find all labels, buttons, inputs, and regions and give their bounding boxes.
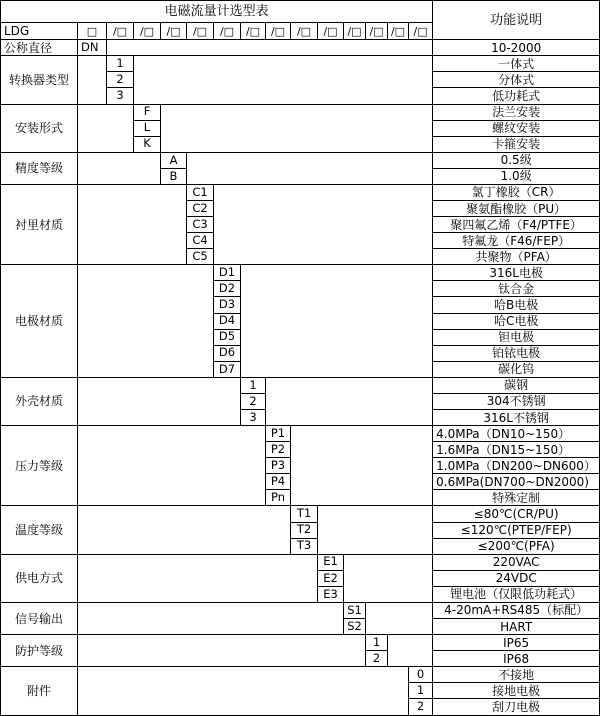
option-code: P1 bbox=[266, 426, 291, 442]
option-code: C1 bbox=[187, 184, 214, 200]
table-row bbox=[1, 56, 600, 72]
option-code: 2 bbox=[366, 651, 388, 667]
option-code: T1 bbox=[291, 506, 318, 522]
option-code: D7 bbox=[214, 361, 241, 377]
option-code: D1 bbox=[214, 265, 241, 281]
option-code: 2 bbox=[241, 393, 266, 409]
table-row bbox=[1, 265, 600, 281]
model-code-slot: /□ bbox=[241, 23, 266, 40]
option-desc: 哈B电极 bbox=[433, 297, 600, 313]
spacer-right bbox=[107, 40, 433, 56]
spacer-right bbox=[161, 104, 433, 152]
spacer-right bbox=[241, 265, 433, 378]
option-desc: 24VDC bbox=[433, 570, 600, 586]
option-desc: 钛合金 bbox=[433, 281, 600, 297]
option-desc: 聚氨酯橡胶（PU） bbox=[433, 200, 600, 216]
option-desc: 碳化钨 bbox=[433, 361, 600, 377]
option-code: T2 bbox=[291, 522, 318, 538]
option-code: P4 bbox=[266, 474, 291, 490]
table-row bbox=[1, 635, 600, 651]
option-desc: 聚四氟乙烯（F4/PTFE） bbox=[433, 217, 600, 233]
spacer-left bbox=[78, 635, 366, 667]
group-label: 公称直径 bbox=[1, 40, 78, 56]
group-label: 外壳材质 bbox=[1, 377, 78, 425]
group-label: 防护等级 bbox=[1, 635, 78, 667]
option-code: Pn bbox=[266, 490, 291, 506]
table-row bbox=[1, 184, 600, 200]
option-desc: 卡箍安装 bbox=[433, 136, 600, 152]
option-code: 0 bbox=[409, 667, 433, 683]
group-label: 转换器类型 bbox=[1, 56, 78, 104]
table-row bbox=[1, 40, 600, 56]
option-code: C4 bbox=[187, 233, 214, 249]
option-code: 1 bbox=[409, 683, 433, 699]
option-code: D3 bbox=[214, 297, 241, 313]
option-desc: 共聚物（PFA） bbox=[433, 249, 600, 265]
option-desc: 螺纹安装 bbox=[433, 120, 600, 136]
option-desc: 碳钢 bbox=[433, 377, 600, 393]
option-desc: ≤200℃(PFA) bbox=[433, 538, 600, 554]
option-code: B bbox=[161, 168, 187, 184]
option-desc: 0.6MPa(DN700~DN2000) bbox=[433, 474, 600, 490]
spacer-right bbox=[187, 152, 433, 184]
function-column-header: 功能说明 bbox=[433, 1, 600, 40]
model-code-slot: /□ bbox=[187, 23, 214, 40]
table-row bbox=[1, 152, 600, 168]
group-label: 附件 bbox=[1, 667, 78, 716]
option-code: E2 bbox=[318, 570, 344, 586]
option-desc: 220VAC bbox=[433, 554, 600, 570]
option-code: E3 bbox=[318, 586, 344, 602]
option-desc: 一体式 bbox=[433, 56, 600, 72]
spacer-right bbox=[388, 635, 433, 667]
table-row bbox=[1, 602, 600, 618]
table-row bbox=[1, 506, 600, 522]
model-code-slot: /□ bbox=[107, 23, 134, 40]
option-desc: 特氟龙（F46/FEP） bbox=[433, 233, 600, 249]
spacer-right bbox=[291, 426, 433, 506]
option-desc: 10-2000 bbox=[433, 40, 600, 56]
option-code: D2 bbox=[214, 281, 241, 297]
option-desc: 锂电池（仅限低功耗式） bbox=[433, 586, 600, 602]
model-code-slot: /□ bbox=[409, 23, 433, 40]
table-row bbox=[1, 377, 600, 393]
option-desc: 氯丁橡胶（CR） bbox=[433, 184, 600, 200]
option-desc: 不接地 bbox=[433, 667, 600, 683]
model-code-slot: /□ bbox=[214, 23, 241, 40]
option-desc: 低功耗式 bbox=[433, 88, 600, 104]
option-desc: 法兰安装 bbox=[433, 104, 600, 120]
option-desc: IP68 bbox=[433, 651, 600, 667]
option-desc: 哈C电极 bbox=[433, 313, 600, 329]
spacer-left bbox=[78, 602, 344, 634]
option-code: 3 bbox=[241, 410, 266, 426]
model-code-slot: /□ bbox=[344, 23, 366, 40]
group-label: 压力等级 bbox=[1, 426, 78, 506]
option-code: P2 bbox=[266, 442, 291, 458]
option-desc: 0.5级 bbox=[433, 152, 600, 168]
option-desc: 铂铱电极 bbox=[433, 345, 600, 361]
option-code: C3 bbox=[187, 217, 214, 233]
option-desc: 特殊定制 bbox=[433, 490, 600, 506]
option-desc: 1.0级 bbox=[433, 168, 600, 184]
option-code: 2 bbox=[107, 72, 134, 88]
model-prefix-label: LDG bbox=[1, 23, 78, 40]
option-code: DN bbox=[78, 40, 107, 56]
option-desc: 钽电极 bbox=[433, 329, 600, 345]
option-desc: 分体式 bbox=[433, 72, 600, 88]
spacer-left bbox=[78, 184, 187, 264]
spacer-right bbox=[134, 56, 433, 104]
option-desc: 316L电极 bbox=[433, 265, 600, 281]
model-code-slot: /□ bbox=[266, 23, 291, 40]
option-code: A bbox=[161, 152, 187, 168]
spacer-left bbox=[78, 426, 266, 506]
option-code: C5 bbox=[187, 249, 214, 265]
spacer-left bbox=[78, 265, 214, 378]
model-code-slot: /□ bbox=[291, 23, 318, 40]
option-desc: 4-20mA+RS485（标配） bbox=[433, 602, 600, 618]
option-code: D6 bbox=[214, 345, 241, 361]
option-code: 1 bbox=[107, 56, 134, 72]
option-code: P3 bbox=[266, 458, 291, 474]
option-code: C2 bbox=[187, 200, 214, 216]
option-desc: 316L不锈钢 bbox=[433, 410, 600, 426]
option-code: S1 bbox=[344, 602, 366, 618]
option-desc: 接地电极 bbox=[433, 683, 600, 699]
group-label: 精度等级 bbox=[1, 152, 78, 184]
spacer-right bbox=[366, 602, 433, 634]
spacer-left bbox=[78, 506, 291, 554]
option-code: L bbox=[134, 120, 161, 136]
spacer-left bbox=[78, 152, 161, 184]
spacer-left bbox=[78, 377, 241, 425]
model-code-slot: /□ bbox=[366, 23, 388, 40]
group-label: 供电方式 bbox=[1, 554, 78, 602]
spacer-right bbox=[266, 377, 433, 425]
option-code: D4 bbox=[214, 313, 241, 329]
option-code: S2 bbox=[344, 619, 366, 635]
group-label: 衬里材质 bbox=[1, 184, 78, 264]
table-row bbox=[1, 667, 600, 683]
spacer-left bbox=[78, 56, 107, 104]
option-code: 2 bbox=[409, 699, 433, 716]
option-desc: ≤120℃(PTEP/FEP) bbox=[433, 522, 600, 538]
model-code-slot: /□ bbox=[388, 23, 409, 40]
option-desc: 1.6MPa（DN15~150） bbox=[433, 442, 600, 458]
option-code: 3 bbox=[107, 88, 134, 104]
option-code: T3 bbox=[291, 538, 318, 554]
group-label: 信号输出 bbox=[1, 602, 78, 634]
option-code: E1 bbox=[318, 554, 344, 570]
option-code: F bbox=[134, 104, 161, 120]
table-row bbox=[1, 104, 600, 120]
model-code-slot: /□ bbox=[134, 23, 161, 40]
model-code-box: □ bbox=[78, 23, 107, 40]
spacer-left bbox=[78, 554, 318, 602]
option-desc: 1.0MPa（DN200~DN600） bbox=[433, 458, 600, 474]
option-desc: IP65 bbox=[433, 635, 600, 651]
option-code: K bbox=[134, 136, 161, 152]
option-desc: ≤80℃(CR/PU) bbox=[433, 506, 600, 522]
group-label: 安装形式 bbox=[1, 104, 78, 152]
spacer-left bbox=[78, 667, 409, 716]
option-desc: HART bbox=[433, 619, 600, 635]
table-row bbox=[1, 426, 600, 442]
spacer-right bbox=[318, 506, 433, 554]
model-code-slot: /□ bbox=[161, 23, 187, 40]
group-label: 电极材质 bbox=[1, 265, 78, 378]
option-code: D5 bbox=[214, 329, 241, 345]
table-row bbox=[1, 554, 600, 570]
option-code: 1 bbox=[366, 635, 388, 651]
spacer-left bbox=[78, 104, 134, 152]
model-code-slot: /□ bbox=[318, 23, 344, 40]
spacer-right bbox=[214, 184, 433, 264]
page-title: 电磁流量计选型表 bbox=[1, 1, 433, 23]
option-desc: 304不锈钢 bbox=[433, 393, 600, 409]
group-label: 温度等级 bbox=[1, 506, 78, 554]
option-desc: 刮刀电极 bbox=[433, 699, 600, 716]
option-desc: 4.0MPa（DN10~150） bbox=[433, 426, 600, 442]
spacer-right bbox=[344, 554, 433, 602]
option-code: 1 bbox=[241, 377, 266, 393]
